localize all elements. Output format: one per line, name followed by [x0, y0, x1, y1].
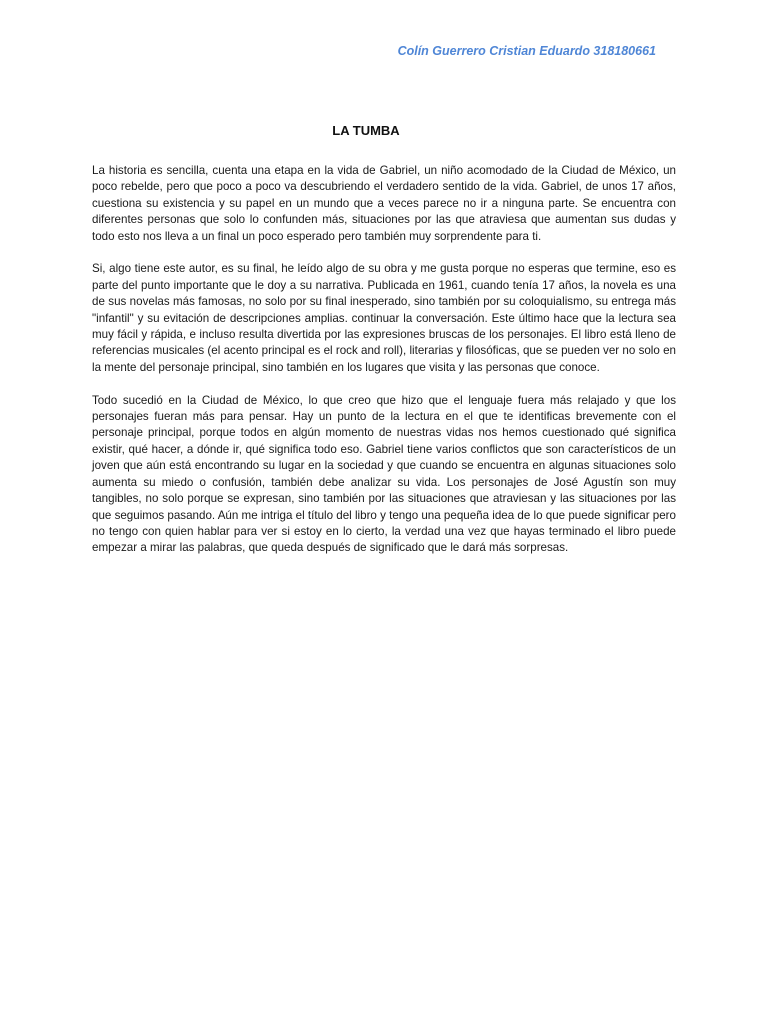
paragraph: Todo sucedió en la Ciudad de México, lo que creo que hizo que el lenguaje fuera más relajado y que los personajes fueran más para pensar. Hay un punto de la lectura en el que te identificas brevemente con el personaje principal, porque todos en algún momento de nuestras vidas nos hemos cuestionado qué significa existir, qué hacer, a dónde ir, qué significa todo eso. Gabriel tiene varios conflictos que son característicos de un joven que aún está encontrando su lugar en la sociedad y que cuando se encuentra en algunas situaciones solo aumenta su miedo o confusión, también debe analizar su vida. Los personajes de José Agustín son muy tangibles, no solo porque se expresan, sino también por las situaciones que atraviesan y las situaciones por las que seguimos pasando. Aún me intriga el título del libro y tengo una pequeña idea de lo que puede significar pero no tengo con quien hablar para ver si estoy en lo cierto, la verdad una vez que hayas terminado el libro puede empezar a mirar las palabras, que queda después de significado que le dará más sorpresas.: [92, 393, 676, 555]
document-title: LA TUMBA: [332, 123, 400, 138]
document-body: [92, 163, 676, 573]
paragraph: La historia es sencilla, cuenta una etapa en la vida de Gabriel, un niño acomodado de la Ciudad de México, un poco rebelde, pero que poco a poco va descubriendo el verdadero sentido de la vida. Gabriel, de unos 17 años, cuestiona su existencia y su papel en un mundo que a veces parece no ir a ninguna parte. Se encuentra con diferentes personas que solo lo confunden más, situaciones por las que atraviesa que aumentan sus dudas y todo esto nos lleva a un final un poco esperado pero también muy sorprendente para ti.: [92, 164, 676, 243]
author-line: Colín Guerrero Cristian Eduardo 318180661: [397, 44, 656, 58]
paragraph: Si, algo tiene este autor, es su final, he leído algo de su obra y me gusta porque no esperas que termine, eso es parte del punto importante que le doy a su narrativa. Publicada en 1961, cuando tenía 17 años, la novela es una de sus novelas más famosas, no solo por su final inesperado, sino también por su coloquialismo, su entrega más "infantil" y su evitación de descripciones amplias. continuar la conversación. Este último hace que la lectura sea muy fácil y rápida, e incluso resulta divertida por las expresiones bruscas de los personajes. El libro está lleno de referencias musicales (el acento principal es el rock and roll), literarias y filosóficas, que se pueden ver no solo en la mente del personaje principal, sino también en los lugares que visita y las personas que conoce.: [92, 262, 676, 374]
